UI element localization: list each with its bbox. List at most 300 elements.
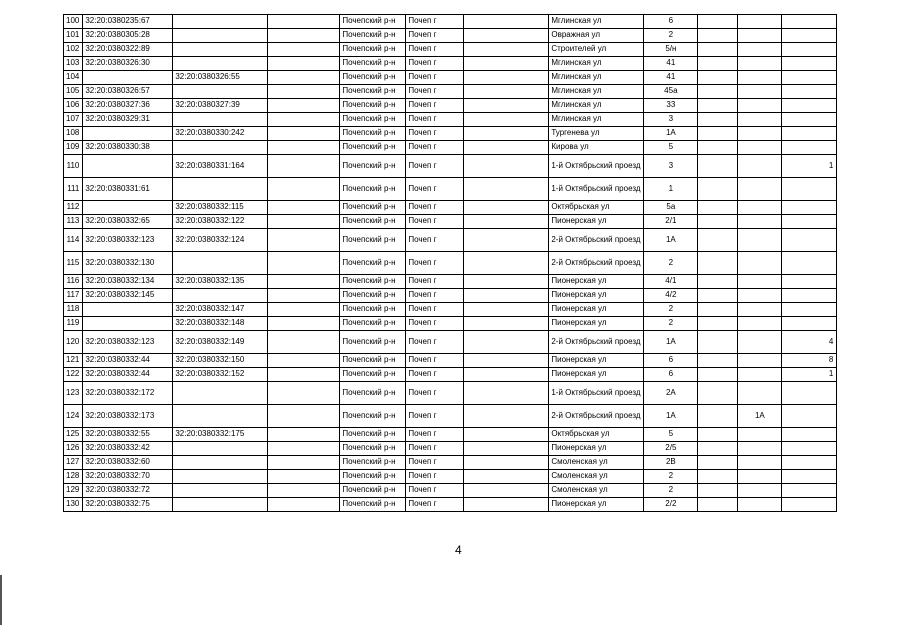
cell-town: Почеп г bbox=[406, 155, 464, 178]
cell-street: 1-й Октябрьский проезд bbox=[549, 382, 644, 405]
cell-structure bbox=[738, 178, 782, 201]
cell-district: Почепский р-н bbox=[340, 15, 406, 29]
cell-row-number: 127 bbox=[64, 456, 83, 470]
cell-locality bbox=[464, 141, 549, 155]
cell-row-number: 126 bbox=[64, 442, 83, 456]
cell-district: Почепский р-н bbox=[340, 470, 406, 484]
cell-locality bbox=[464, 155, 549, 178]
cell-structure bbox=[738, 289, 782, 303]
cell-house-number: 2А bbox=[644, 382, 698, 405]
cell-cadastral-number: 32:20:0380332:42 bbox=[83, 442, 173, 456]
cell-cadastral-number: 32:20:0380332:134 bbox=[83, 275, 173, 289]
cell-row-number: 105 bbox=[64, 85, 83, 99]
cell-street: Октябрьская ул bbox=[549, 428, 644, 442]
cell-locality bbox=[464, 275, 549, 289]
cell-cadastral-number: 32:20:0380332:60 bbox=[83, 456, 173, 470]
cell-extra-cell bbox=[268, 201, 340, 215]
cell-building bbox=[698, 229, 738, 252]
table-row bbox=[64, 85, 837, 99]
cell-extra-cell bbox=[268, 498, 340, 512]
cell-extra-cell bbox=[268, 382, 340, 405]
table-row bbox=[64, 252, 837, 275]
cell-cadastral-number: 32:20:0380331:61 bbox=[83, 178, 173, 201]
cell-district: Почепский р-н bbox=[340, 155, 406, 178]
cell-house-number: 1А bbox=[644, 229, 698, 252]
cell-building bbox=[698, 484, 738, 498]
table-row bbox=[64, 484, 837, 498]
cell-structure bbox=[738, 470, 782, 484]
cell-structure bbox=[738, 442, 782, 456]
cell-apartment bbox=[782, 484, 837, 498]
cell-structure bbox=[738, 354, 782, 368]
cell-apartment bbox=[782, 127, 837, 141]
cell-town: Почеп г bbox=[406, 442, 464, 456]
cell-row-number: 121 bbox=[64, 354, 83, 368]
cell-structure bbox=[738, 43, 782, 57]
cell-parcel-number bbox=[173, 498, 268, 512]
cell-locality bbox=[464, 442, 549, 456]
cell-apartment bbox=[782, 99, 837, 113]
cell-locality bbox=[464, 178, 549, 201]
table-row bbox=[64, 382, 837, 405]
table-row bbox=[64, 354, 837, 368]
cell-extra-cell bbox=[268, 405, 340, 428]
cell-structure bbox=[738, 368, 782, 382]
cell-apartment bbox=[782, 178, 837, 201]
table-row bbox=[64, 15, 837, 29]
cell-parcel-number: 32:20:0380332:122 bbox=[173, 215, 268, 229]
cell-house-number: 2 bbox=[644, 470, 698, 484]
cell-building bbox=[698, 141, 738, 155]
cell-building bbox=[698, 85, 738, 99]
cell-structure bbox=[738, 456, 782, 470]
cell-locality bbox=[464, 331, 549, 354]
cell-parcel-number: 32:20:0380331:164 bbox=[173, 155, 268, 178]
cell-row-number: 101 bbox=[64, 29, 83, 43]
cell-structure bbox=[738, 141, 782, 155]
cell-apartment: 1 bbox=[782, 368, 837, 382]
cell-town: Почеп г bbox=[406, 303, 464, 317]
cell-district: Почепский р-н bbox=[340, 57, 406, 71]
cell-structure bbox=[738, 15, 782, 29]
cell-row-number: 110 bbox=[64, 155, 83, 178]
cell-street: Пионерская ул bbox=[549, 442, 644, 456]
cell-row-number: 118 bbox=[64, 303, 83, 317]
cell-house-number: 1 bbox=[644, 178, 698, 201]
cell-cadastral-number: 32:20:0380326:30 bbox=[83, 57, 173, 71]
cell-house-number: 3 bbox=[644, 113, 698, 127]
table-row bbox=[64, 215, 837, 229]
cell-town: Почеп г bbox=[406, 484, 464, 498]
cell-locality bbox=[464, 252, 549, 275]
cell-extra-cell bbox=[268, 29, 340, 43]
cell-extra-cell bbox=[268, 354, 340, 368]
cell-district: Почепский р-н bbox=[340, 303, 406, 317]
cell-town: Почеп г bbox=[406, 275, 464, 289]
cell-apartment bbox=[782, 470, 837, 484]
table-row bbox=[64, 43, 837, 57]
cell-house-number: 2В bbox=[644, 456, 698, 470]
cell-locality bbox=[464, 229, 549, 252]
cell-locality bbox=[464, 127, 549, 141]
cell-house-number: 45а bbox=[644, 85, 698, 99]
cell-street: 2-й Октябрьский проезд bbox=[549, 405, 644, 428]
cell-district: Почепский р-н bbox=[340, 498, 406, 512]
cell-structure bbox=[738, 29, 782, 43]
table-row bbox=[64, 368, 837, 382]
cell-district: Почепский р-н bbox=[340, 368, 406, 382]
cell-extra-cell bbox=[268, 155, 340, 178]
cell-cadastral-number bbox=[83, 201, 173, 215]
cell-row-number: 107 bbox=[64, 113, 83, 127]
cell-town: Почеп г bbox=[406, 405, 464, 428]
cell-house-number: 33 bbox=[644, 99, 698, 113]
cell-cadastral-number: 32:20:0380235:67 bbox=[83, 15, 173, 29]
cell-building bbox=[698, 252, 738, 275]
cell-parcel-number bbox=[173, 470, 268, 484]
cell-cadastral-number: 32:20:0380322:89 bbox=[83, 43, 173, 57]
table-row bbox=[64, 331, 837, 354]
cell-street: Мглинская ул bbox=[549, 99, 644, 113]
cell-street: Пионерская ул bbox=[549, 289, 644, 303]
cell-town: Почеп г bbox=[406, 99, 464, 113]
cell-parcel-number bbox=[173, 252, 268, 275]
cell-house-number: 1А bbox=[644, 331, 698, 354]
cell-structure bbox=[738, 484, 782, 498]
cell-building bbox=[698, 29, 738, 43]
cell-house-number: 4/1 bbox=[644, 275, 698, 289]
cell-town: Почеп г bbox=[406, 456, 464, 470]
cell-structure bbox=[738, 57, 782, 71]
table-row bbox=[64, 470, 837, 484]
cell-town: Почеп г bbox=[406, 354, 464, 368]
cell-building bbox=[698, 470, 738, 484]
cell-cadastral-number: 32:20:0380327:36 bbox=[83, 99, 173, 113]
cell-apartment bbox=[782, 113, 837, 127]
registry-table-body bbox=[64, 15, 837, 512]
cell-apartment bbox=[782, 442, 837, 456]
cell-row-number: 100 bbox=[64, 15, 83, 29]
cell-street: Пионерская ул bbox=[549, 354, 644, 368]
cell-district: Почепский р-н bbox=[340, 382, 406, 405]
cell-building bbox=[698, 405, 738, 428]
cell-town: Почеп г bbox=[406, 317, 464, 331]
table-row bbox=[64, 317, 837, 331]
cell-extra-cell bbox=[268, 484, 340, 498]
cell-parcel-number: 32:20:0380332:152 bbox=[173, 368, 268, 382]
cell-extra-cell bbox=[268, 456, 340, 470]
cell-row-number: 109 bbox=[64, 141, 83, 155]
cell-town: Почеп г bbox=[406, 201, 464, 215]
cell-street: Мглинская ул bbox=[549, 85, 644, 99]
cell-town: Почеп г bbox=[406, 252, 464, 275]
cell-structure bbox=[738, 303, 782, 317]
cell-parcel-number bbox=[173, 289, 268, 303]
cell-street: Пионерская ул bbox=[549, 215, 644, 229]
cell-extra-cell bbox=[268, 141, 340, 155]
cell-locality bbox=[464, 470, 549, 484]
cell-parcel-number: 32:20:0380330:242 bbox=[173, 127, 268, 141]
table-row bbox=[64, 141, 837, 155]
cell-street: Пионерская ул bbox=[549, 303, 644, 317]
cell-district: Почепский р-н bbox=[340, 178, 406, 201]
table-row bbox=[64, 113, 837, 127]
cell-parcel-number: 32:20:0380327:39 bbox=[173, 99, 268, 113]
cell-parcel-number bbox=[173, 484, 268, 498]
registry-table bbox=[63, 14, 837, 512]
cell-parcel-number: 32:20:0380326:55 bbox=[173, 71, 268, 85]
cell-district: Почепский р-н bbox=[340, 99, 406, 113]
cell-parcel-number: 32:20:0380332:124 bbox=[173, 229, 268, 252]
cell-extra-cell bbox=[268, 127, 340, 141]
cell-building bbox=[698, 442, 738, 456]
cell-parcel-number: 32:20:0380332:150 bbox=[173, 354, 268, 368]
cell-street: Мглинская ул bbox=[549, 15, 644, 29]
cell-district: Почепский р-н bbox=[340, 201, 406, 215]
cell-apartment bbox=[782, 201, 837, 215]
cell-extra-cell bbox=[268, 229, 340, 252]
cell-street: Пионерская ул bbox=[549, 275, 644, 289]
cell-house-number: 6 bbox=[644, 15, 698, 29]
cell-parcel-number bbox=[173, 178, 268, 201]
cell-cadastral-number: 32:20:0380332:70 bbox=[83, 470, 173, 484]
cell-apartment bbox=[782, 252, 837, 275]
cell-structure bbox=[738, 71, 782, 85]
cell-district: Почепский р-н bbox=[340, 456, 406, 470]
cell-street: 2-й Октябрьский проезд bbox=[549, 229, 644, 252]
cell-locality bbox=[464, 484, 549, 498]
cell-apartment: 8 bbox=[782, 354, 837, 368]
cell-street: 2-й Октябрьский проезд bbox=[549, 252, 644, 275]
cell-cadastral-number: 32:20:0380329:31 bbox=[83, 113, 173, 127]
cell-house-number: 6 bbox=[644, 368, 698, 382]
cell-district: Почепский р-н bbox=[340, 289, 406, 303]
cell-row-number: 113 bbox=[64, 215, 83, 229]
cell-street: Мглинская ул bbox=[549, 113, 644, 127]
cell-apartment: 1 bbox=[782, 155, 837, 178]
cell-district: Почепский р-н bbox=[340, 229, 406, 252]
cell-street: Пионерская ул bbox=[549, 317, 644, 331]
cell-town: Почеп г bbox=[406, 331, 464, 354]
cell-parcel-number: 32:20:0380332:135 bbox=[173, 275, 268, 289]
cell-building bbox=[698, 303, 738, 317]
cell-row-number: 104 bbox=[64, 71, 83, 85]
cell-district: Почепский р-н bbox=[340, 354, 406, 368]
cell-street: Тургенева ул bbox=[549, 127, 644, 141]
cell-cadastral-number bbox=[83, 317, 173, 331]
cell-house-number: 2 bbox=[644, 303, 698, 317]
cell-house-number: 1А bbox=[644, 405, 698, 428]
cell-extra-cell bbox=[268, 275, 340, 289]
table-row bbox=[64, 178, 837, 201]
cell-structure bbox=[738, 201, 782, 215]
cell-building bbox=[698, 71, 738, 85]
cell-locality bbox=[464, 57, 549, 71]
cell-town: Почеп г bbox=[406, 382, 464, 405]
cell-cadastral-number: 32:20:0380332:172 bbox=[83, 382, 173, 405]
cell-district: Почепский р-н bbox=[340, 141, 406, 155]
cell-extra-cell bbox=[268, 442, 340, 456]
cell-structure bbox=[738, 382, 782, 405]
cell-apartment bbox=[782, 303, 837, 317]
cell-apartment bbox=[782, 43, 837, 57]
cell-parcel-number bbox=[173, 29, 268, 43]
cell-row-number: 124 bbox=[64, 405, 83, 428]
cell-district: Почепский р-н bbox=[340, 29, 406, 43]
cell-apartment bbox=[782, 275, 837, 289]
cell-row-number: 114 bbox=[64, 229, 83, 252]
table-row bbox=[64, 498, 837, 512]
cell-house-number: 1А bbox=[644, 127, 698, 141]
cell-building bbox=[698, 289, 738, 303]
cell-structure bbox=[738, 215, 782, 229]
cell-locality bbox=[464, 85, 549, 99]
cell-structure bbox=[738, 317, 782, 331]
cell-apartment bbox=[782, 57, 837, 71]
cell-district: Почепский р-н bbox=[340, 405, 406, 428]
cell-street: Строителей ул bbox=[549, 43, 644, 57]
cell-house-number: 2 bbox=[644, 484, 698, 498]
cell-parcel-number bbox=[173, 15, 268, 29]
cell-cadastral-number: 32:20:0380305:28 bbox=[83, 29, 173, 43]
cell-apartment bbox=[782, 405, 837, 428]
cell-locality bbox=[464, 29, 549, 43]
cell-town: Почеп г bbox=[406, 289, 464, 303]
cell-locality bbox=[464, 15, 549, 29]
cell-house-number: 2 bbox=[644, 252, 698, 275]
cell-district: Почепский р-н bbox=[340, 428, 406, 442]
cell-apartment bbox=[782, 15, 837, 29]
cell-building bbox=[698, 498, 738, 512]
cell-building bbox=[698, 15, 738, 29]
cell-building bbox=[698, 275, 738, 289]
cell-town: Почеп г bbox=[406, 215, 464, 229]
cell-district: Почепский р-н bbox=[340, 113, 406, 127]
cell-cadastral-number: 32:20:0380332:65 bbox=[83, 215, 173, 229]
cell-building bbox=[698, 215, 738, 229]
cell-house-number: 41 bbox=[644, 71, 698, 85]
table-row bbox=[64, 456, 837, 470]
cell-structure bbox=[738, 498, 782, 512]
cell-extra-cell bbox=[268, 428, 340, 442]
table-row bbox=[64, 428, 837, 442]
cell-apartment bbox=[782, 317, 837, 331]
cell-town: Почеп г bbox=[406, 57, 464, 71]
cell-parcel-number: 32:20:0380332:115 bbox=[173, 201, 268, 215]
cell-district: Почепский р-н bbox=[340, 331, 406, 354]
cell-structure bbox=[738, 428, 782, 442]
cell-locality bbox=[464, 71, 549, 85]
cell-street: 1-й Октябрьский проезд bbox=[549, 155, 644, 178]
cell-extra-cell bbox=[268, 289, 340, 303]
cell-town: Почеп г bbox=[406, 428, 464, 442]
cell-district: Почепский р-н bbox=[340, 127, 406, 141]
cell-row-number: 115 bbox=[64, 252, 83, 275]
cell-building bbox=[698, 331, 738, 354]
cell-town: Почеп г bbox=[406, 43, 464, 57]
cell-cadastral-number: 32:20:0380326:57 bbox=[83, 85, 173, 99]
cell-locality bbox=[464, 99, 549, 113]
cell-street: Смоленская ул bbox=[549, 484, 644, 498]
cell-district: Почепский р-н bbox=[340, 484, 406, 498]
cell-apartment bbox=[782, 289, 837, 303]
table-row bbox=[64, 57, 837, 71]
cell-row-number: 122 bbox=[64, 368, 83, 382]
cell-extra-cell bbox=[268, 303, 340, 317]
cell-cadastral-number: 32:20:0380332:123 bbox=[83, 331, 173, 354]
cell-locality bbox=[464, 303, 549, 317]
cell-district: Почепский р-н bbox=[340, 275, 406, 289]
cell-cadastral-number: 32:20:0380332:173 bbox=[83, 405, 173, 428]
cell-structure bbox=[738, 127, 782, 141]
table-row bbox=[64, 29, 837, 43]
cell-locality bbox=[464, 382, 549, 405]
cell-structure bbox=[738, 275, 782, 289]
page-number: 4 bbox=[455, 543, 462, 557]
cell-building bbox=[698, 43, 738, 57]
cell-extra-cell bbox=[268, 470, 340, 484]
table-row bbox=[64, 71, 837, 85]
cell-row-number: 106 bbox=[64, 99, 83, 113]
cell-parcel-number: 32:20:0380332:149 bbox=[173, 331, 268, 354]
cell-apartment bbox=[782, 29, 837, 43]
cell-structure bbox=[738, 229, 782, 252]
cell-district: Почепский р-н bbox=[340, 317, 406, 331]
cell-extra-cell bbox=[268, 215, 340, 229]
cell-house-number: 3 bbox=[644, 155, 698, 178]
cell-parcel-number bbox=[173, 141, 268, 155]
cell-town: Почеп г bbox=[406, 178, 464, 201]
cell-house-number: 2 bbox=[644, 29, 698, 43]
cell-row-number: 117 bbox=[64, 289, 83, 303]
cell-extra-cell bbox=[268, 317, 340, 331]
cell-building bbox=[698, 57, 738, 71]
cell-locality bbox=[464, 354, 549, 368]
table-row bbox=[64, 229, 837, 252]
cell-cadastral-number: 32:20:0380332:44 bbox=[83, 354, 173, 368]
cell-extra-cell bbox=[268, 368, 340, 382]
cell-district: Почепский р-н bbox=[340, 252, 406, 275]
table-row bbox=[64, 127, 837, 141]
table-row bbox=[64, 99, 837, 113]
cell-town: Почеп г bbox=[406, 498, 464, 512]
cell-building bbox=[698, 178, 738, 201]
cell-parcel-number: 32:20:0380332:147 bbox=[173, 303, 268, 317]
cell-structure bbox=[738, 99, 782, 113]
cell-cadastral-number bbox=[83, 127, 173, 141]
cell-locality bbox=[464, 317, 549, 331]
cell-town: Почеп г bbox=[406, 229, 464, 252]
cell-cadastral-number: 32:20:0380330:38 bbox=[83, 141, 173, 155]
cell-house-number: 5а bbox=[644, 201, 698, 215]
cell-parcel-number bbox=[173, 382, 268, 405]
cell-row-number: 112 bbox=[64, 201, 83, 215]
cell-row-number: 111 bbox=[64, 178, 83, 201]
cell-row-number: 103 bbox=[64, 57, 83, 71]
cell-house-number: 41 bbox=[644, 57, 698, 71]
cell-town: Почеп г bbox=[406, 71, 464, 85]
cell-structure bbox=[738, 331, 782, 354]
cell-cadastral-number: 32:20:0380332:75 bbox=[83, 498, 173, 512]
cell-building bbox=[698, 368, 738, 382]
cell-street: Мглинская ул bbox=[549, 57, 644, 71]
cell-cadastral-number: 32:20:0380332:55 bbox=[83, 428, 173, 442]
cell-apartment bbox=[782, 215, 837, 229]
cell-street: Пионерская ул bbox=[549, 368, 644, 382]
cell-building bbox=[698, 382, 738, 405]
cell-extra-cell bbox=[268, 99, 340, 113]
cell-row-number: 108 bbox=[64, 127, 83, 141]
